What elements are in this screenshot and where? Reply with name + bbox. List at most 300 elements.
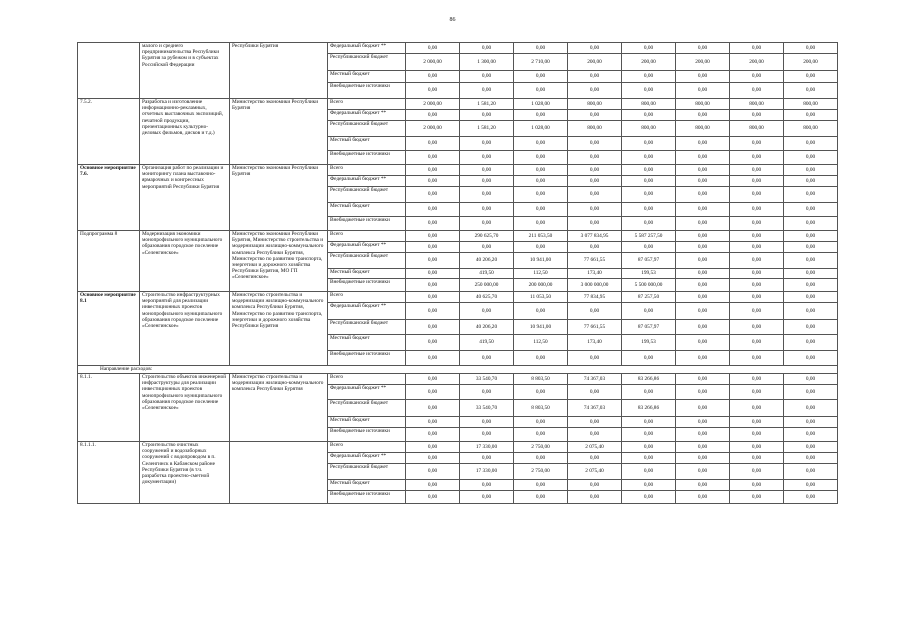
amount-cell: 0,00 (676, 464, 730, 480)
amount-cell: 0,00 (406, 428, 460, 442)
section-heading: Направление расходов: (78, 366, 838, 374)
amount-cell: 0,00 (784, 374, 838, 385)
amount-cell: 0,00 (730, 480, 784, 491)
amount-cell: 112,50 (514, 269, 568, 279)
amount-cell: 0,00 (784, 253, 838, 269)
amount-cell: 87 057,97 (622, 320, 676, 335)
amount-cell: 0,00 (676, 83, 730, 99)
row-description: Строительство инфраструктурных мероприятий для реализации инвестиционных проектов монопрофильного муниципального образования городское поселение «Селенгинское» (140, 292, 230, 366)
amount-cell: 0,00 (406, 491, 460, 504)
amount-cell: 0,00 (730, 351, 784, 366)
funding-source: Республиканский бюджет (328, 253, 406, 269)
amount-cell: 211 053,50 (514, 231, 568, 242)
amount-cell: 0,00 (784, 464, 838, 480)
amount-cell: 0,00 (514, 151, 568, 165)
amount-cell: 0,00 (676, 253, 730, 269)
funding-source: Местный бюджет (328, 335, 406, 351)
amount-cell: 0,00 (784, 203, 838, 217)
amount-cell: 0,00 (622, 385, 676, 400)
amount-cell: 0,00 (676, 71, 730, 83)
amount-cell: 0,00 (460, 480, 514, 491)
amount-cell: 800,00 (784, 99, 838, 110)
amount-cell: 0,00 (406, 151, 460, 165)
amount-cell: 0,00 (676, 279, 730, 292)
amount-cell: 173,40 (568, 335, 622, 351)
amount-cell: 0,00 (784, 417, 838, 428)
amount-cell: 0,00 (514, 480, 568, 491)
funding-source: Внебюджетные источники (328, 491, 406, 504)
amount-cell: 200 000,00 (514, 279, 568, 292)
amount-cell: 0,00 (730, 269, 784, 279)
amount-cell: 0,00 (784, 43, 838, 54)
amount-cell: 0,00 (514, 217, 568, 231)
amount-cell: 0,00 (730, 453, 784, 464)
amount-cell: 0,00 (406, 320, 460, 335)
amount-cell: 0,00 (784, 453, 838, 464)
amount-cell: 77 661,55 (568, 320, 622, 335)
amount-cell: 0,00 (460, 151, 514, 165)
amount-cell: 200,00 (568, 54, 622, 71)
amount-cell: 800,00 (730, 99, 784, 110)
amount-cell: 0,00 (622, 71, 676, 83)
amount-cell: 0,00 (406, 453, 460, 464)
amount-cell: 0,00 (676, 480, 730, 491)
funding-source: Всего (328, 99, 406, 110)
amount-cell: 0,00 (406, 303, 460, 320)
row-code: 7.5.2. (78, 99, 140, 165)
funding-source: Местный бюджет (328, 137, 406, 151)
budget-table (77, 42, 838, 504)
funding-source: Федеральный бюджет ** (328, 110, 406, 121)
amount-cell: 0,00 (784, 428, 838, 442)
funding-source: Федеральный бюджет ** (328, 176, 406, 187)
row-executor: Республики Бурятия (230, 43, 328, 99)
amount-cell: 0,00 (730, 442, 784, 453)
amount-cell: 2 710,00 (514, 54, 568, 71)
amount-cell: 0,00 (676, 491, 730, 504)
amount-cell: 0,00 (676, 335, 730, 351)
amount-cell: 0,00 (514, 417, 568, 428)
funding-source: Местный бюджет (328, 480, 406, 491)
amount-cell: 0,00 (568, 71, 622, 83)
amount-cell: 0,00 (460, 176, 514, 187)
amount-cell: 0,00 (406, 203, 460, 217)
amount-cell: 0,00 (406, 176, 460, 187)
row-code (78, 43, 140, 99)
funding-source: Федеральный бюджет ** (328, 385, 406, 400)
amount-cell: 0,00 (676, 428, 730, 442)
amount-cell: 0,00 (784, 279, 838, 292)
row-description: Модернизация экономики монопрофильного муниципального образования городское поселение «Селенгинское» (140, 231, 230, 292)
amount-cell: 0,00 (784, 151, 838, 165)
amount-cell: 0,00 (622, 83, 676, 99)
row-executor: Министерство строительства и модернизации жилищно-коммунального комплекса Республики Бурятия, Министерство по развитию транспорта, энергетики и дорожного хозяйства Республики Бурятия (230, 292, 328, 366)
amount-cell: 0,00 (676, 43, 730, 54)
amount-cell: 0,00 (514, 176, 568, 187)
amount-cell: 0,00 (514, 491, 568, 504)
amount-cell: 0,00 (676, 269, 730, 279)
funding-source: Местный бюджет (328, 71, 406, 83)
amount-cell: 0,00 (784, 491, 838, 504)
amount-cell: 0,00 (622, 491, 676, 504)
amount-cell: 0,00 (406, 351, 460, 366)
amount-cell: 0,00 (460, 428, 514, 442)
amount-cell: 800,00 (622, 99, 676, 110)
amount-cell: 0,00 (730, 187, 784, 203)
amount-cell: 0,00 (568, 151, 622, 165)
amount-cell: 250 000,00 (460, 279, 514, 292)
funding-source: Республиканский бюджет (328, 121, 406, 137)
amount-cell: 0,00 (622, 303, 676, 320)
amount-cell: 0,00 (514, 428, 568, 442)
funding-source: Внебюджетные источники (328, 279, 406, 292)
amount-cell: 0,00 (406, 110, 460, 121)
amount-cell: 1 028,00 (514, 121, 568, 137)
amount-cell: 83 266,86 (622, 374, 676, 385)
amount-cell: 0,00 (514, 385, 568, 400)
amount-cell: 0,00 (622, 151, 676, 165)
amount-cell: 112,50 (514, 335, 568, 351)
amount-cell: 0,00 (460, 217, 514, 231)
amount-cell: 0,00 (676, 453, 730, 464)
amount-cell: 0,00 (406, 253, 460, 269)
amount-cell: 800,00 (622, 121, 676, 137)
amount-cell: 0,00 (676, 203, 730, 217)
amount-cell: 0,00 (622, 351, 676, 366)
amount-cell: 11 053,50 (514, 292, 568, 303)
funding-source: Федеральный бюджет ** (328, 43, 406, 54)
amount-cell: 0,00 (730, 231, 784, 242)
amount-cell: 0,00 (460, 385, 514, 400)
amount-cell: 2 750,00 (514, 464, 568, 480)
funding-source: Местный бюджет (328, 417, 406, 428)
row-code: Основное мероприятие 8.1 (78, 292, 140, 366)
amount-cell: 0,00 (622, 242, 676, 253)
amount-cell: 0,00 (784, 187, 838, 203)
amount-cell: 17 330,00 (460, 442, 514, 453)
amount-cell: 0,00 (406, 374, 460, 385)
amount-cell: 800,00 (676, 99, 730, 110)
amount-cell: 1 028,00 (514, 99, 568, 110)
amount-cell: 0,00 (676, 400, 730, 417)
amount-cell: 0,00 (514, 453, 568, 464)
amount-cell: 0,00 (730, 71, 784, 83)
amount-cell: 40 206,20 (460, 320, 514, 335)
amount-cell: 0,00 (676, 442, 730, 453)
amount-cell: 0,00 (676, 217, 730, 231)
table-row (78, 231, 838, 242)
amount-cell: 0,00 (514, 187, 568, 203)
amount-cell: 0,00 (730, 83, 784, 99)
amount-cell: 0,00 (406, 279, 460, 292)
row-code: 8.1.1.1. (78, 442, 140, 504)
amount-cell: 0,00 (460, 453, 514, 464)
amount-cell: 2 000,00 (406, 99, 460, 110)
row-description: Разработка и изготовление информационно-рекламных, отчетных выставочных экспозиций, печатной продукции, презентационных культурно-деловых фильмов, дисков и т.д.) (140, 99, 230, 165)
amount-cell: 0,00 (514, 351, 568, 366)
amount-cell: 40 625,70 (460, 292, 514, 303)
amount-cell: 87 057,97 (622, 253, 676, 269)
amount-cell: 0,00 (730, 110, 784, 121)
table-row (78, 442, 838, 453)
amount-cell: 0,00 (406, 231, 460, 242)
amount-cell: 200,00 (622, 54, 676, 71)
amount-cell: 0,00 (568, 491, 622, 504)
amount-cell: 0,00 (676, 385, 730, 400)
amount-cell: 0,00 (784, 217, 838, 231)
amount-cell: 0,00 (730, 385, 784, 400)
amount-cell: 0,00 (622, 176, 676, 187)
amount-cell: 0,00 (406, 464, 460, 480)
amount-cell: 173,40 (568, 269, 622, 279)
amount-cell: 0,00 (676, 417, 730, 428)
amount-cell: 33 540,70 (460, 374, 514, 385)
table-row (78, 292, 838, 303)
funding-source: Республиканский бюджет (328, 187, 406, 203)
funding-source: Республиканский бюджет (328, 54, 406, 71)
amount-cell: 0,00 (406, 442, 460, 453)
amount-cell: 1 581,20 (460, 121, 514, 137)
amount-cell: 0,00 (730, 151, 784, 165)
amount-cell: 87 257,50 (622, 292, 676, 303)
amount-cell: 0,00 (568, 480, 622, 491)
amount-cell: 3 000 000,00 (568, 279, 622, 292)
funding-source: Внебюджетные источники (328, 83, 406, 99)
amount-cell: 10 941,00 (514, 320, 568, 335)
amount-cell: 0,00 (676, 110, 730, 121)
amount-cell: 0,00 (460, 417, 514, 428)
amount-cell: 0,00 (784, 335, 838, 351)
amount-cell: 2 075,40 (568, 442, 622, 453)
row-code: Подпрограмма 8 (78, 231, 140, 292)
amount-cell: 0,00 (676, 351, 730, 366)
amount-cell: 0,00 (676, 137, 730, 151)
amount-cell: 0,00 (622, 417, 676, 428)
amount-cell: 0,00 (568, 137, 622, 151)
row-executor: Министерство экономики Республики Бурятия (230, 165, 328, 231)
amount-cell: 2 075,40 (568, 464, 622, 480)
amount-cell: 0,00 (784, 83, 838, 99)
amount-cell: 0,00 (676, 165, 730, 176)
amount-cell: 0,00 (730, 279, 784, 292)
amount-cell: 0,00 (784, 400, 838, 417)
row-executor: Министерство экономики Республики Бурятия, Министерство строительства и модернизации жилищно-коммунального комплекса Республики Бурятия, Министерство по развитию транспорта, энергетики и дорожного хозяйства Республики Бурятия, МО ГП «Селенгинское» (230, 231, 328, 292)
amount-cell: 0,00 (730, 374, 784, 385)
amount-cell: 419,50 (460, 335, 514, 351)
amount-cell: 0,00 (676, 231, 730, 242)
amount-cell: 0,00 (568, 187, 622, 203)
amount-cell: 0,00 (676, 303, 730, 320)
amount-cell: 40 206,20 (460, 253, 514, 269)
amount-cell: 0,00 (622, 464, 676, 480)
amount-cell: 0,00 (568, 385, 622, 400)
funding-source: Республиканский бюджет (328, 400, 406, 417)
amount-cell: 1 300,00 (460, 54, 514, 71)
amount-cell: 74 367,03 (568, 400, 622, 417)
amount-cell: 0,00 (568, 351, 622, 366)
amount-cell: 0,00 (514, 203, 568, 217)
amount-cell: 0,00 (568, 217, 622, 231)
amount-cell: 0,00 (460, 187, 514, 203)
amount-cell: 0,00 (568, 242, 622, 253)
amount-cell: 0,00 (514, 71, 568, 83)
amount-cell: 0,00 (730, 176, 784, 187)
amount-cell: 0,00 (730, 335, 784, 351)
row-description: Строительство объектов инженерной инфраструктуры для реализации инвестиционных проектов монопрофильного муниципального образования городское поселение «Селенгинское» (140, 374, 230, 442)
amount-cell: 800,00 (730, 121, 784, 137)
page-number: 86 (449, 17, 456, 23)
row-description: малого и среднего предпринимательства Республики Бурятия за рубежом и в субъектах Российской Федерации (140, 43, 230, 99)
amount-cell: 0,00 (784, 242, 838, 253)
amount-cell: 0,00 (676, 320, 730, 335)
row-code: Основное мероприятие 7.6. (78, 165, 140, 231)
amount-cell: 800,00 (568, 121, 622, 137)
funding-source: Местный бюджет (328, 203, 406, 217)
amount-cell: 74 367,03 (568, 374, 622, 385)
amount-cell: 0,00 (622, 165, 676, 176)
amount-cell: 0,00 (730, 137, 784, 151)
amount-cell: 0,00 (406, 335, 460, 351)
amount-cell: 0,00 (730, 203, 784, 217)
amount-cell: 0,00 (730, 217, 784, 231)
amount-cell: 2 750,00 (514, 442, 568, 453)
amount-cell: 0,00 (406, 242, 460, 253)
amount-cell: 0,00 (730, 253, 784, 269)
amount-cell: 0,00 (406, 137, 460, 151)
amount-cell: 0,00 (730, 400, 784, 417)
amount-cell: 8 803,50 (514, 400, 568, 417)
amount-cell: 199,53 (622, 335, 676, 351)
amount-cell: 199,53 (622, 269, 676, 279)
amount-cell: 0,00 (784, 320, 838, 335)
funding-source: Республиканский бюджет (328, 464, 406, 480)
amount-cell: 0,00 (406, 292, 460, 303)
amount-cell: 0,00 (676, 187, 730, 203)
amount-cell: 10 941,00 (514, 253, 568, 269)
amount-cell: 0,00 (730, 242, 784, 253)
amount-cell: 0,00 (460, 43, 514, 54)
amount-cell: 0,00 (406, 400, 460, 417)
amount-cell: 0,00 (730, 43, 784, 54)
amount-cell: 0,00 (676, 176, 730, 187)
amount-cell: 0,00 (406, 71, 460, 83)
amount-cell: 0,00 (784, 71, 838, 83)
amount-cell: 2 000,00 (406, 121, 460, 137)
funding-source: Всего (328, 231, 406, 242)
amount-cell: 0,00 (622, 137, 676, 151)
table-row (78, 99, 838, 110)
amount-cell: 0,00 (460, 165, 514, 176)
amount-cell: 200,00 (784, 54, 838, 71)
amount-cell: 200,00 (730, 54, 784, 71)
amount-cell: 800,00 (568, 99, 622, 110)
amount-cell: 0,00 (730, 292, 784, 303)
amount-cell: 0,00 (568, 176, 622, 187)
funding-source: Внебюджетные источники (328, 151, 406, 165)
amount-cell: 0,00 (784, 351, 838, 366)
amount-cell: 0,00 (406, 417, 460, 428)
amount-cell: 0,00 (622, 203, 676, 217)
amount-cell: 0,00 (406, 83, 460, 99)
table-row (78, 374, 838, 385)
amount-cell: 0,00 (568, 303, 622, 320)
amount-cell: 0,00 (568, 43, 622, 54)
funding-source: Всего (328, 442, 406, 453)
amount-cell: 0,00 (406, 187, 460, 203)
row-description: Организация работ по реализации и мониторингу плана выставочно-ярмарочных и конгрессных мероприятий Республики Бурятия (140, 165, 230, 231)
amount-cell: 0,00 (622, 187, 676, 203)
funding-source: Республиканский бюджет (328, 320, 406, 335)
funding-source: Всего (328, 374, 406, 385)
amount-cell: 0,00 (514, 43, 568, 54)
amount-cell: 0,00 (514, 165, 568, 176)
amount-cell: 0,00 (460, 137, 514, 151)
amount-cell: 0,00 (460, 71, 514, 83)
amount-cell: 0,00 (730, 303, 784, 320)
amount-cell: 0,00 (622, 217, 676, 231)
amount-cell: 0,00 (676, 242, 730, 253)
amount-cell: 0,00 (406, 480, 460, 491)
funding-source: Внебюджетные источники (328, 351, 406, 366)
amount-cell: 0,00 (406, 269, 460, 279)
amount-cell: 17 330,00 (460, 464, 514, 480)
amount-cell: 0,00 (622, 428, 676, 442)
amount-cell: 0,00 (622, 110, 676, 121)
amount-cell: 0,00 (622, 453, 676, 464)
amount-cell: 0,00 (784, 137, 838, 151)
funding-source: Всего (328, 292, 406, 303)
amount-cell: 0,00 (514, 83, 568, 99)
amount-cell: 8 803,50 (514, 374, 568, 385)
amount-cell: 77 661,55 (568, 253, 622, 269)
amount-cell: 0,00 (676, 374, 730, 385)
row-code: 8.1.1. (78, 374, 140, 442)
amount-cell: 800,00 (784, 121, 838, 137)
amount-cell: 0,00 (460, 491, 514, 504)
funding-source: Всего (328, 165, 406, 176)
section-heading-row (78, 366, 838, 374)
amount-cell: 1 581,20 (460, 99, 514, 110)
amount-cell: 0,00 (406, 385, 460, 400)
amount-cell: 0,00 (784, 110, 838, 121)
funding-source: Федеральный бюджет ** (328, 303, 406, 320)
amount-cell: 77 834,95 (568, 292, 622, 303)
amount-cell: 0,00 (406, 217, 460, 231)
amount-cell: 0,00 (460, 303, 514, 320)
row-description: Строительство очистных сооружений и водозаборных сооружений с водопроводом в п. Селенгинск в Кабанском районе Республики Бурятия (в т.ч. разработка проектно-сметной документации) (140, 442, 230, 504)
amount-cell: 0,00 (784, 303, 838, 320)
row-executor: Министерство экономики Республики Бурятия (230, 99, 328, 165)
amount-cell: 0,00 (784, 292, 838, 303)
amount-cell: 0,00 (568, 203, 622, 217)
amount-cell: 0,00 (784, 269, 838, 279)
amount-cell: 0,00 (784, 480, 838, 491)
amount-cell: 0,00 (460, 351, 514, 366)
amount-cell: 0,00 (568, 110, 622, 121)
amount-cell: 0,00 (676, 292, 730, 303)
amount-cell: 83 266,86 (622, 400, 676, 417)
amount-cell: 0,00 (568, 417, 622, 428)
amount-cell: 290 625,70 (460, 231, 514, 242)
amount-cell: 0,00 (568, 428, 622, 442)
amount-cell: 0,00 (406, 165, 460, 176)
amount-cell: 0,00 (730, 428, 784, 442)
amount-cell: 0,00 (514, 242, 568, 253)
amount-cell: 0,00 (730, 491, 784, 504)
amount-cell: 0,00 (784, 385, 838, 400)
amount-cell: 0,00 (622, 480, 676, 491)
amount-cell: 0,00 (622, 442, 676, 453)
